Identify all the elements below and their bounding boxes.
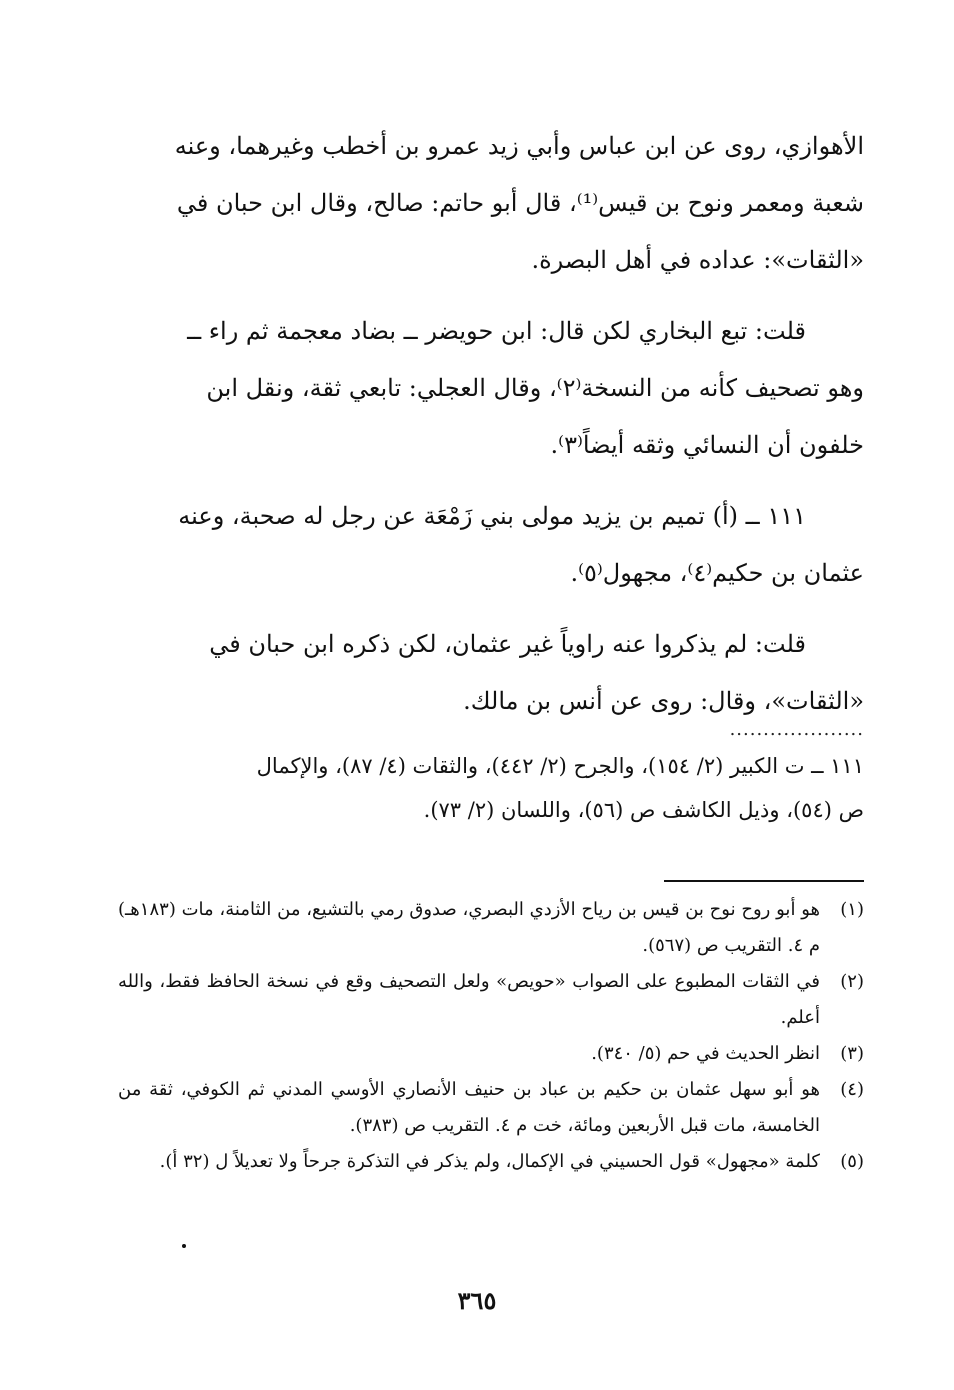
footnote-3 — [118, 1036, 864, 1072]
source-references — [118, 744, 864, 832]
paragraph-4 — [118, 616, 864, 730]
main-text — [118, 118, 864, 744]
footnote-4 — [118, 1072, 864, 1144]
footnote-divider — [664, 880, 864, 882]
entry-heading-line: ١١١ ــ (أ) تميم بن يزيد مولى بني زَمْعَة عن رجل له صحبة، وعنه — [178, 502, 806, 530]
footnote-5 — [118, 1144, 864, 1180]
text-line: عثمان بن حكيم⁽٤⁾، مجهول⁽٥⁾. — [570, 559, 864, 587]
source-line: ص (٥٤)، وذيل الكاشف ص (٥٦)، واللسان (٢/ ٧٣). — [423, 798, 864, 822]
text-line: قلت: تبع البخاري لكن قال: ابن حويضر ــ بضاد معجمة ثم راء ــ — [187, 317, 806, 345]
footnote-1 — [118, 892, 864, 964]
footnote-text: هو أبو سهل عثمان بن حكيم بن عباد بن حنيف الأنصاري الأوسي المدني ثم الكوفي، ثقة من الخامسة، مات قبل الأربعين ومائة، خت م ٤. التقريب ص (٣٨٣). — [118, 1079, 820, 1136]
text-line: «الثقات»، وقال: روى عن أنس بن مالك. — [463, 687, 864, 715]
dotted-separator: .................... — [729, 722, 864, 738]
footnote-2 — [118, 964, 864, 1036]
footnotes — [118, 892, 864, 1180]
text-line: وهو تصحيف كأنه من النسخة⁽٢⁾، وقال العجلي: تابعي ثقة، ونقل ابن — [206, 374, 864, 402]
text-line: خلفون أن النسائي وثقه أيضاً⁽٣⁾. — [550, 431, 864, 459]
footnote-text: هو أبو روح نوح بن قيس بن رياح الأزدي البصري، صدوق رمي بالتشيع، من الثامنة، مات (١٨٣هـ) م ٤. التقريب ص (٥٦٧). — [118, 899, 820, 956]
page-number: ٣٦٥ — [457, 1286, 497, 1315]
footnote-number: (٤) — [840, 1079, 864, 1100]
text-line: الأهوازي، روى عن ابن عباس وأبي زيد عمرو بن أخطب وغيرهما، وعنه — [174, 132, 864, 160]
footnote-number: (١) — [840, 899, 864, 920]
stray-dot — [182, 1244, 186, 1248]
footnote-number: (٥) — [840, 1151, 864, 1172]
footnote-number: (٢) — [840, 971, 864, 992]
footnote-number: (٣) — [840, 1043, 864, 1064]
paragraph-2 — [118, 303, 864, 474]
footnote-text: في الثقات المطبوع على الصواب «حويص» ولعل التصحيف وقع في نسخة الحافظ فقط، والله أعلم. — [118, 971, 820, 1028]
text-line: شعبة ومعمر ونوح بن قيس⁽¹⁾، قال أبو حاتم: صالح، وقال ابن حبان في — [176, 189, 864, 217]
source-line: ١١١ ــ ت الكبير (٢/ ١٥٤)، والجرح (٢/ ٤٤٢)، والثقات (٤/ ٨٧)، والإكمال — [256, 754, 864, 778]
footnote-text: كلمة «مجهول» قول الحسيني في الإكمال، ولم يذكر في التذكرة جرحاً ولا تعديلاً ل (٣٢ أ). — [159, 1151, 820, 1172]
text-line: قلت: لم يذكروا عنه راوياً غير عثمان، لكن ذكره ابن حبان في — [209, 630, 806, 658]
footnote-text: انظر الحديث في حم (٥/ ٣٤٠). — [591, 1043, 820, 1064]
paragraph-3 — [118, 488, 864, 602]
text-line: «الثقات»: عداده في أهل البصرة. — [531, 246, 864, 274]
paragraph-1 — [118, 118, 864, 289]
